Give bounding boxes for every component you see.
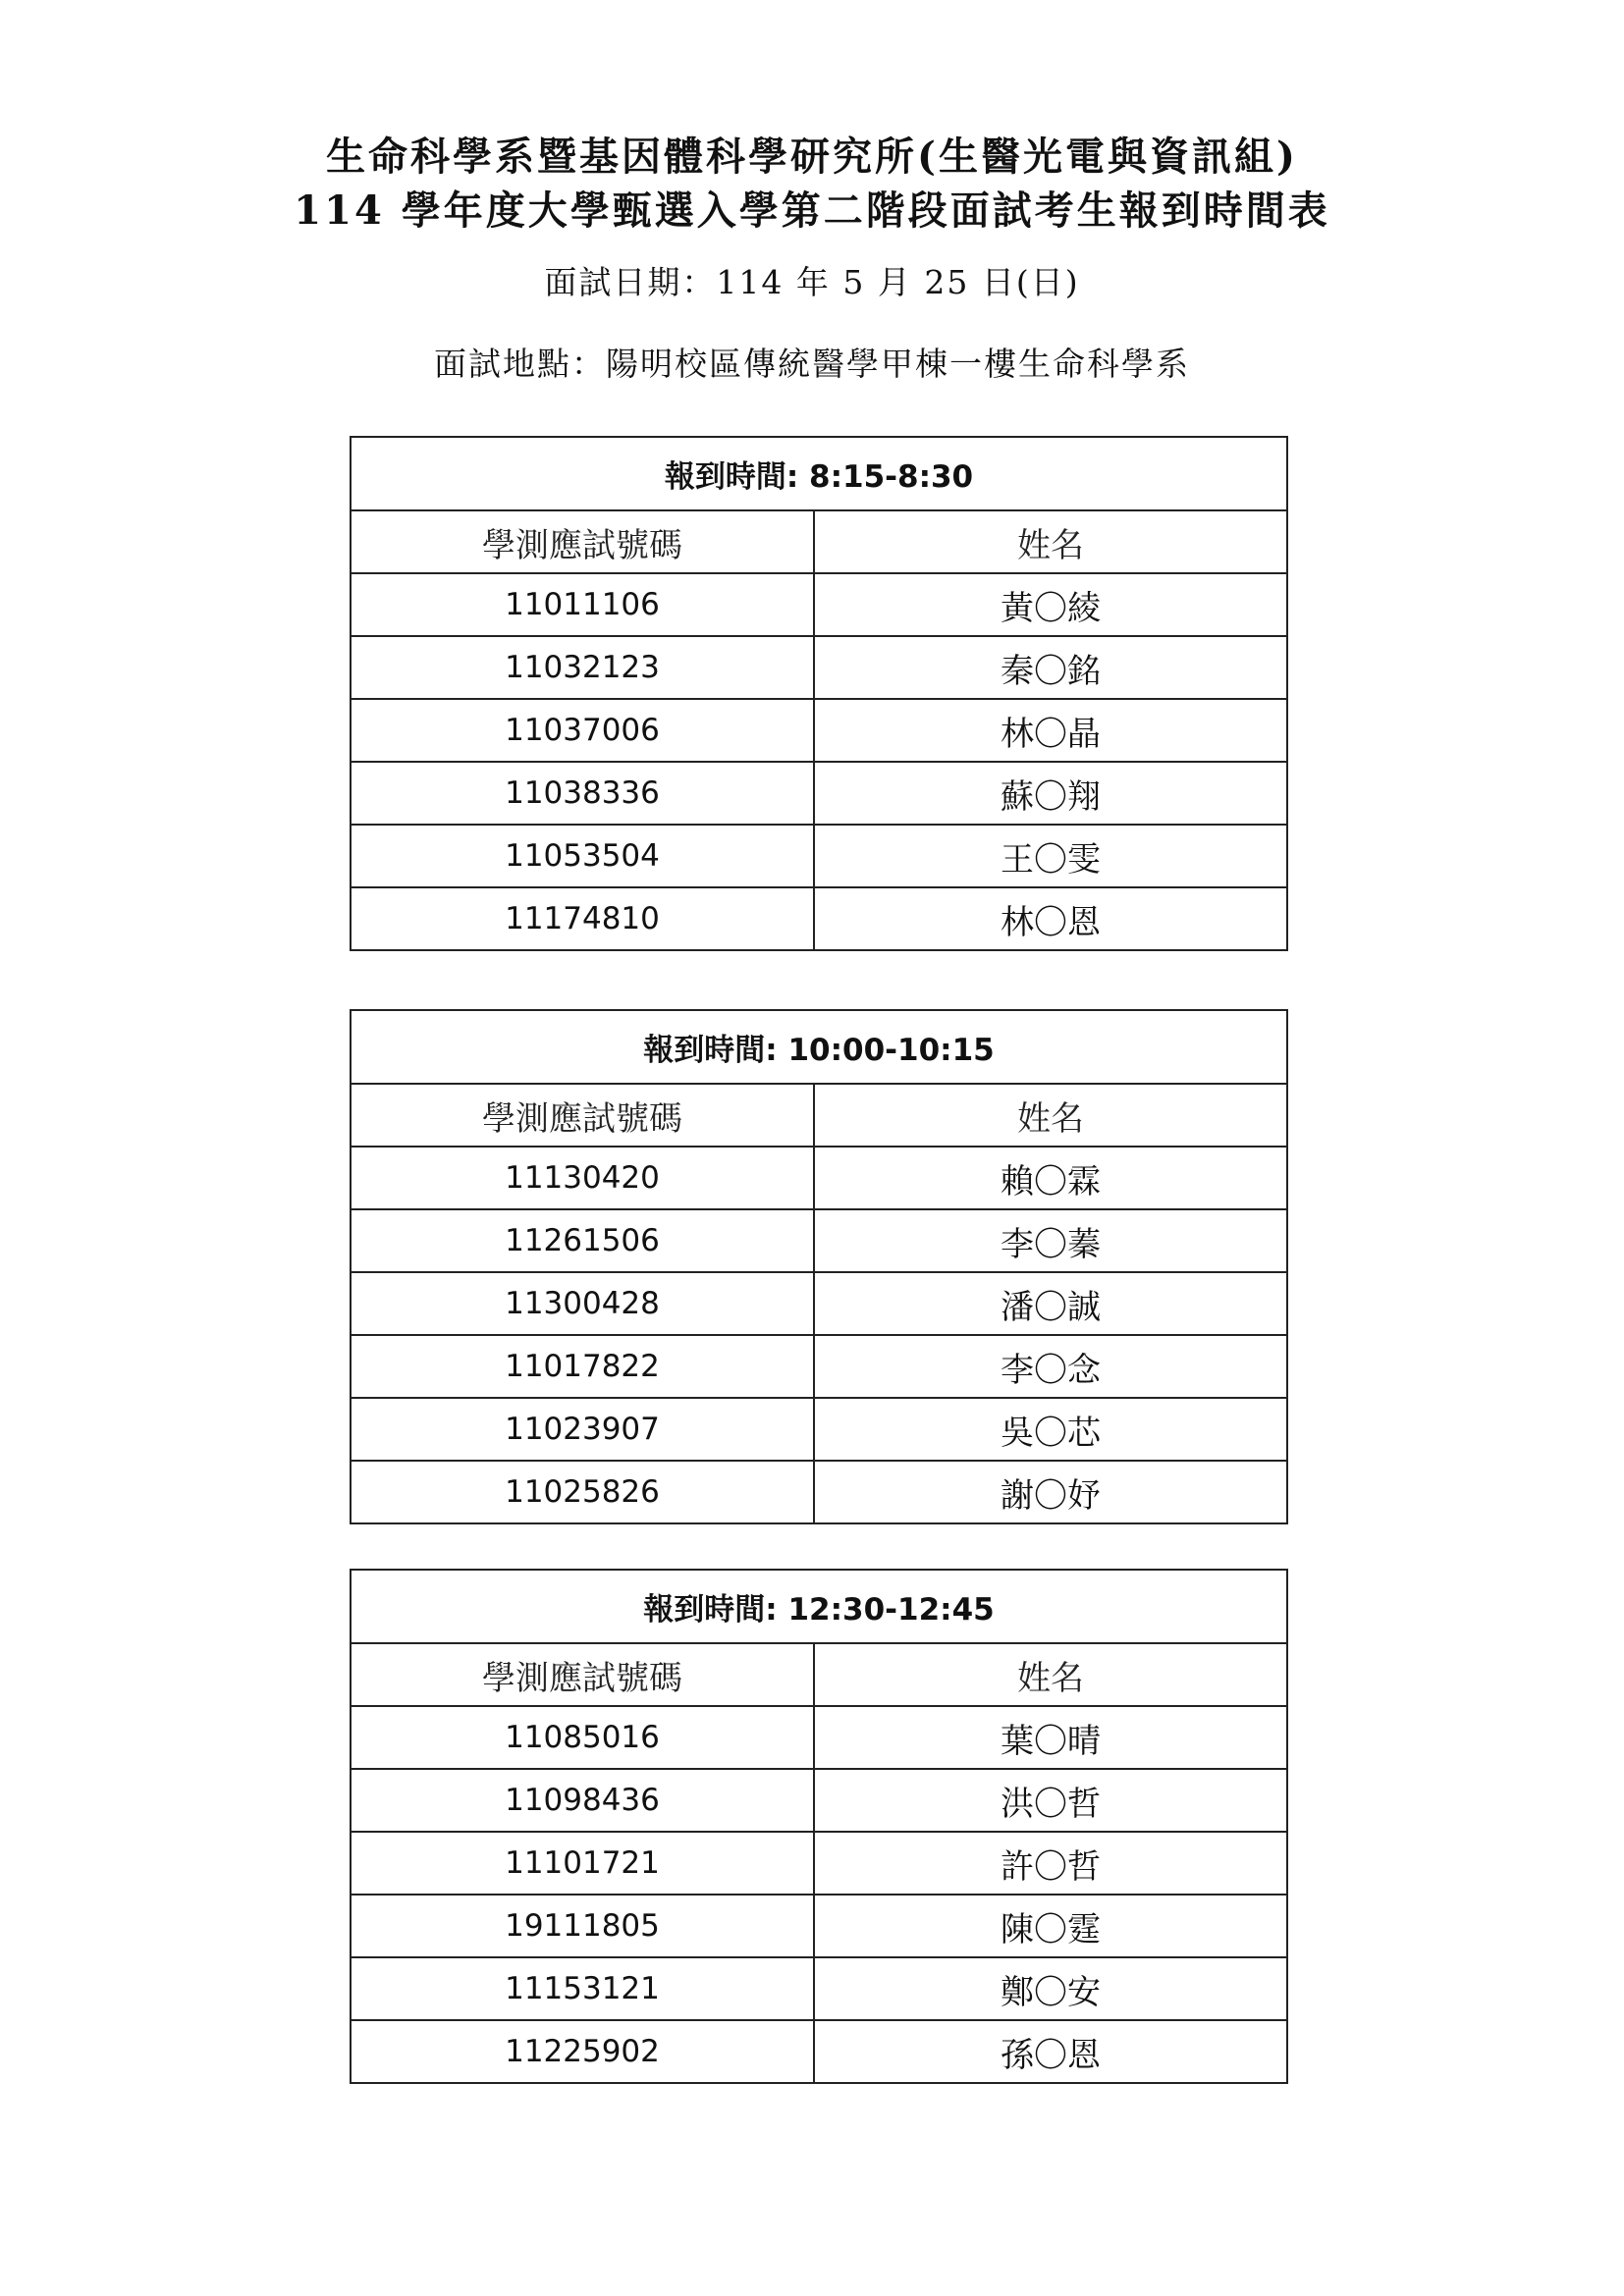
exam-number-cell: 11098436 bbox=[351, 1769, 814, 1832]
exam-number-cell: 11261506 bbox=[351, 1209, 814, 1272]
table-row bbox=[351, 1398, 1287, 1461]
name-cell: 李〇念 bbox=[814, 1335, 1287, 1398]
column-header-exam-number: 學測應試號碼 bbox=[351, 510, 814, 573]
name-cell: 陳〇霆 bbox=[814, 1895, 1287, 1957]
column-header-exam-number: 學測應試號碼 bbox=[351, 1643, 814, 1706]
name-cell: 鄭〇安 bbox=[814, 1957, 1287, 2020]
exam-number-cell: 11300428 bbox=[351, 1272, 814, 1335]
exam-number-cell: 11153121 bbox=[351, 1957, 814, 2020]
exam-number-cell: 11037006 bbox=[351, 699, 814, 762]
exam-number-cell: 11025826 bbox=[351, 1461, 814, 1523]
exam-number-cell: 11130420 bbox=[351, 1147, 814, 1209]
table-row bbox=[351, 1957, 1287, 2020]
document-title: 生命科學系暨基因體科學研究所(生醫光電與資訊組) bbox=[326, 133, 1298, 180]
document-subtitle: 114 學年度大學甄選入學第二階段面試考生報到時間表 bbox=[294, 187, 1330, 234]
exam-number-cell: 11032123 bbox=[351, 636, 814, 699]
checkin-time-header: 報到時間: 12:30-12:45 bbox=[351, 1570, 1287, 1643]
name-cell: 謝〇妤 bbox=[814, 1461, 1287, 1523]
interview-location: 面試地點：陽明校區傳統醫學甲棟一樓生命科學系 bbox=[434, 345, 1190, 383]
name-cell: 王〇雯 bbox=[814, 825, 1287, 887]
schedule-table-session-3 bbox=[350, 1569, 1288, 2084]
table-row bbox=[351, 1706, 1287, 1769]
checkin-time-header: 報到時間: 10:00-10:15 bbox=[351, 1010, 1287, 1084]
exam-number-cell: 11225902 bbox=[351, 2020, 814, 2083]
exam-number-cell: 11038336 bbox=[351, 762, 814, 825]
name-cell: 葉〇晴 bbox=[814, 1706, 1287, 1769]
column-header-exam-number: 學測應試號碼 bbox=[351, 1084, 814, 1147]
name-cell: 蘇〇翔 bbox=[814, 762, 1287, 825]
exam-number-cell: 11017822 bbox=[351, 1335, 814, 1398]
table-row bbox=[351, 2020, 1287, 2083]
table-row bbox=[351, 1209, 1287, 1272]
table-row bbox=[351, 573, 1287, 636]
table-row bbox=[351, 1895, 1287, 1957]
interview-date: 面試日期：114 年 5 月 25 日(日) bbox=[544, 263, 1080, 301]
exam-number-cell: 11085016 bbox=[351, 1706, 814, 1769]
table-row bbox=[351, 1272, 1287, 1335]
name-cell: 許〇哲 bbox=[814, 1832, 1287, 1895]
name-cell: 李〇蓁 bbox=[814, 1209, 1287, 1272]
schedule-table-session-2 bbox=[350, 1009, 1288, 1524]
exam-number-cell: 11101721 bbox=[351, 1832, 814, 1895]
exam-number-cell: 11011106 bbox=[351, 573, 814, 636]
name-cell: 孫〇恩 bbox=[814, 2020, 1287, 2083]
exam-number-cell: 11174810 bbox=[351, 887, 814, 950]
table-row bbox=[351, 636, 1287, 699]
exam-number-cell: 11053504 bbox=[351, 825, 814, 887]
exam-number-cell: 19111805 bbox=[351, 1895, 814, 1957]
table-row bbox=[351, 887, 1287, 950]
table-row bbox=[351, 762, 1287, 825]
table-row bbox=[351, 699, 1287, 762]
name-cell: 賴〇霖 bbox=[814, 1147, 1287, 1209]
name-cell: 林〇晶 bbox=[814, 699, 1287, 762]
name-cell: 黃〇綾 bbox=[814, 573, 1287, 636]
table-row bbox=[351, 1147, 1287, 1209]
table-row bbox=[351, 1769, 1287, 1832]
schedule-table-session-1 bbox=[350, 436, 1288, 951]
name-cell: 林〇恩 bbox=[814, 887, 1287, 950]
table-row bbox=[351, 1832, 1287, 1895]
name-cell: 潘〇誠 bbox=[814, 1272, 1287, 1335]
column-header-name: 姓名 bbox=[814, 1643, 1287, 1706]
table-row bbox=[351, 1335, 1287, 1398]
name-cell: 吳〇芯 bbox=[814, 1398, 1287, 1461]
column-header-name: 姓名 bbox=[814, 1084, 1287, 1147]
name-cell: 秦〇銘 bbox=[814, 636, 1287, 699]
table-row bbox=[351, 825, 1287, 887]
exam-number-cell: 11023907 bbox=[351, 1398, 814, 1461]
table-row bbox=[351, 1461, 1287, 1523]
name-cell: 洪〇哲 bbox=[814, 1769, 1287, 1832]
column-header-name: 姓名 bbox=[814, 510, 1287, 573]
checkin-time-header: 報到時間: 8:15-8:30 bbox=[351, 437, 1287, 510]
